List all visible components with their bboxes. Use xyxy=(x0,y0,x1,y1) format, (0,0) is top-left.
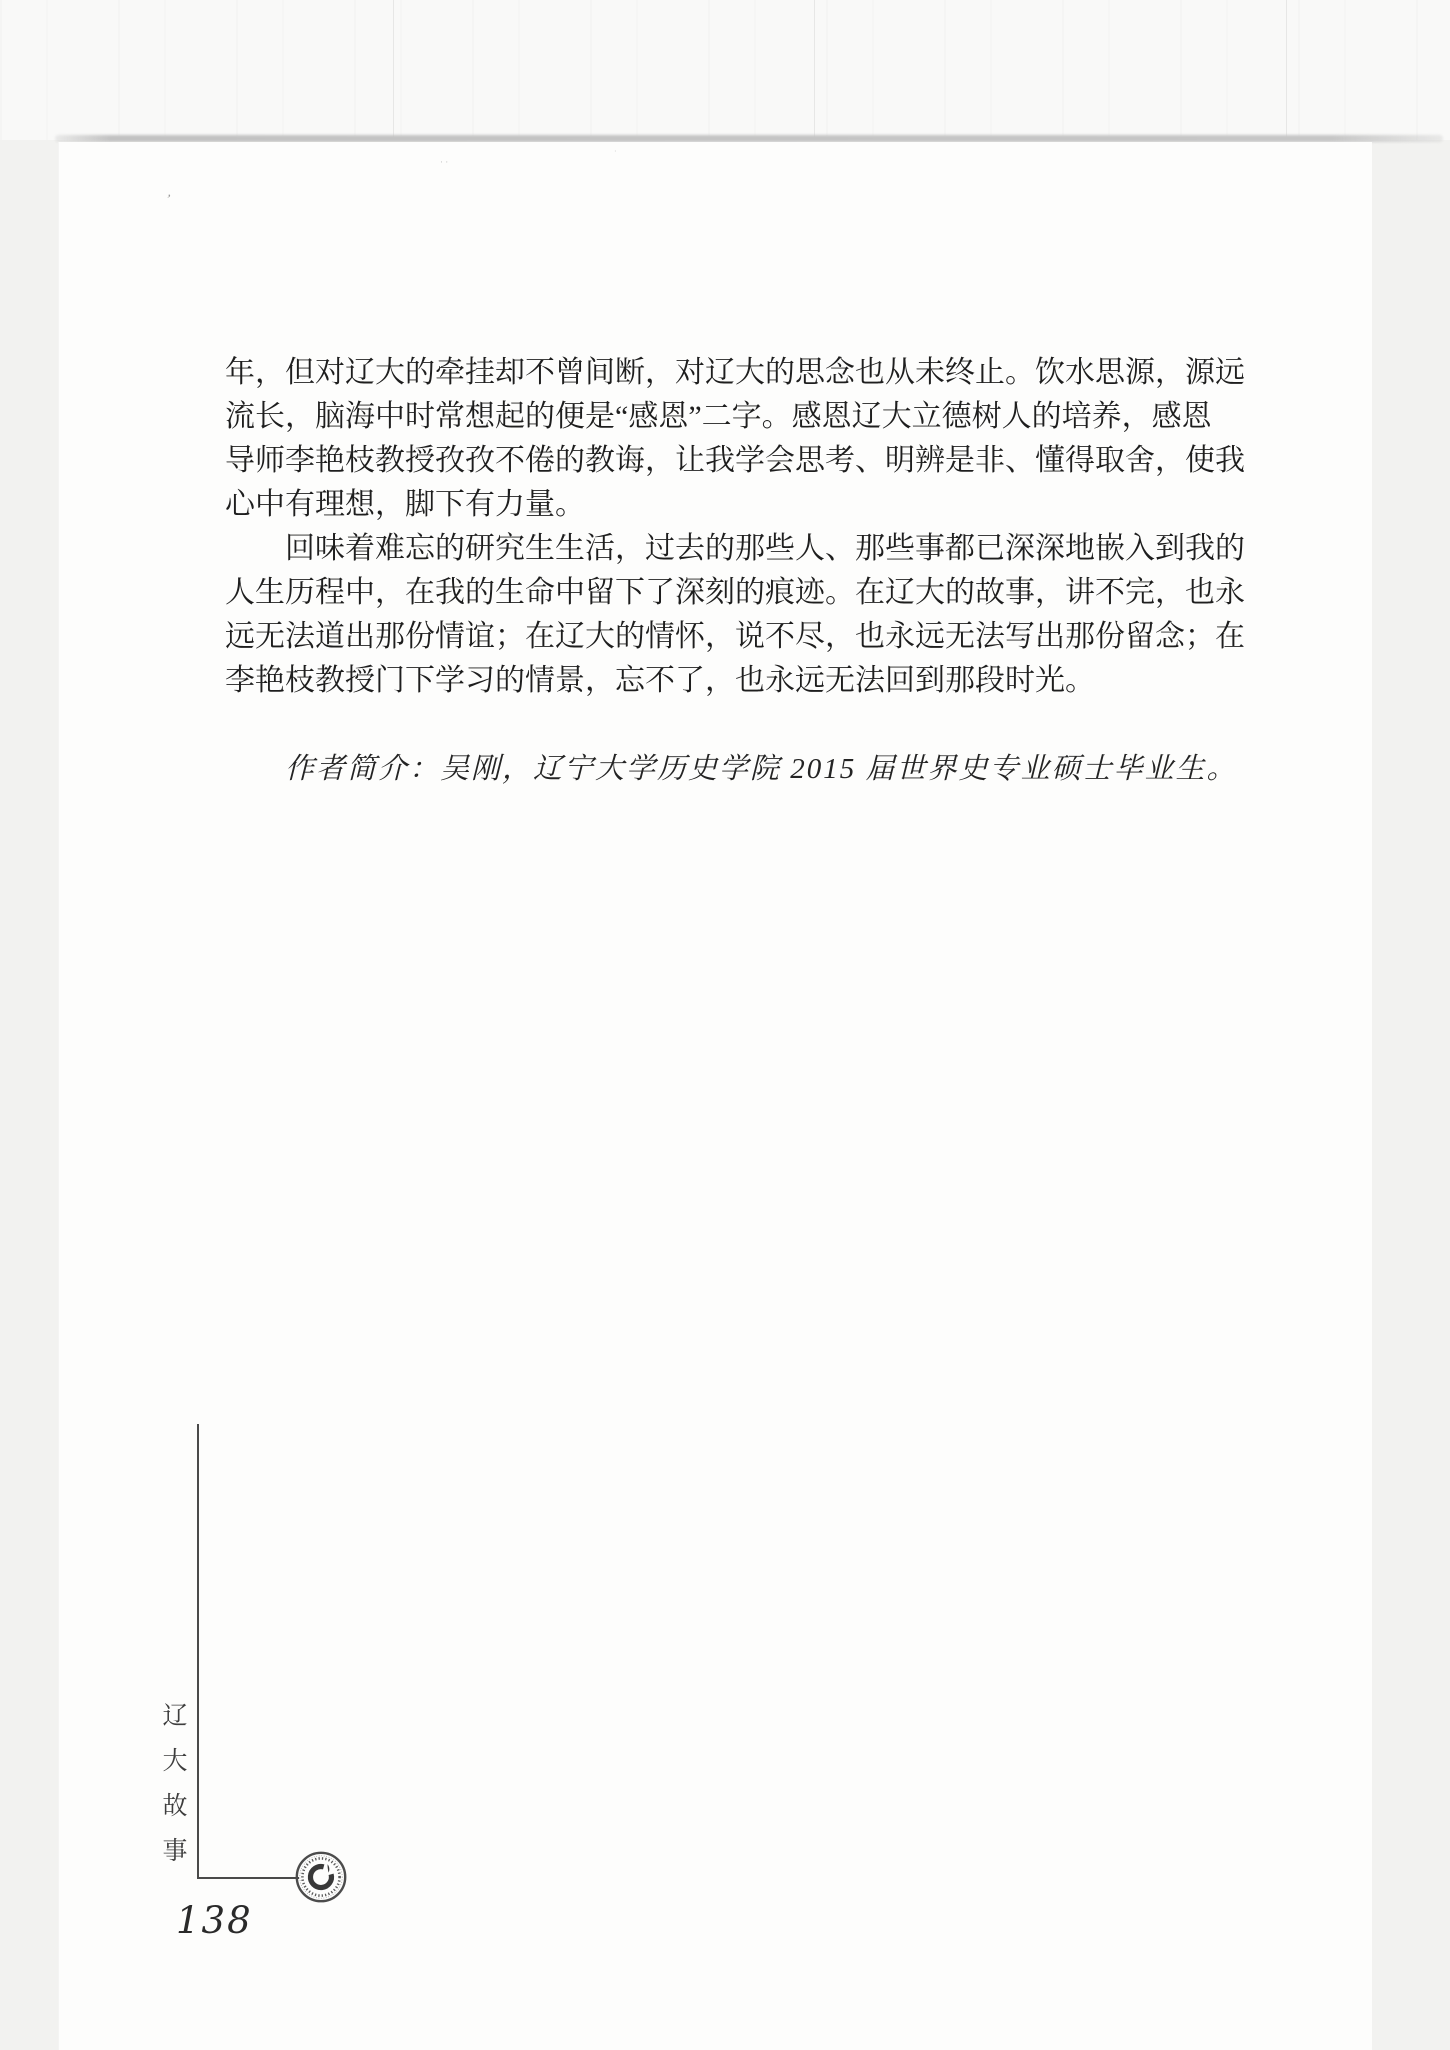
series-title-vertical xyxy=(160,1704,190,1884)
series-title-char: 辽 xyxy=(162,1703,188,1730)
body-line: 远无法道出那份情谊；在辽大的情怀，说不尽，也永远无法写出那份留念；在 xyxy=(225,620,1245,653)
scan-artifact-line xyxy=(1286,0,1287,140)
author-bio-note: 作者简介：吴刚，辽宁大学历史学院 2015 届世界史专业硕士毕业生。 xyxy=(285,753,1238,785)
body-text xyxy=(225,351,1245,791)
series-title-char: 事 xyxy=(162,1838,188,1865)
body-line: 心中有理想，脚下有力量。 xyxy=(225,488,585,521)
scan-artifact-line xyxy=(814,0,815,140)
page-edge-shadow xyxy=(55,135,1443,142)
body-line: 导师李艳枝教授孜孜不倦的教诲，让我学会思考、明辨是非、懂得取舍，使我 xyxy=(225,444,1245,477)
scan-background-strip xyxy=(0,0,1450,140)
body-line: 流长，脑海中时常想起的便是“感恩”二字。感恩辽大立德树人的培养，感恩 xyxy=(225,400,1212,433)
body-line: 年，但对辽大的牵挂却不曾间断，对辽大的思念也从未终止。饮水思源，源远 xyxy=(225,356,1245,389)
series-title-char: 大 xyxy=(162,1748,188,1775)
scan-speck: · · xyxy=(440,157,449,167)
book-page xyxy=(58,142,1372,2050)
body-line: 李艳枝教授门下学习的情景，忘不了，也永远无法回到那段时光。 xyxy=(225,664,1095,697)
university-seal-icon xyxy=(294,1850,348,1904)
scan-speck: · xyxy=(614,147,617,156)
horizontal-rule-line xyxy=(197,1877,299,1879)
scan-artifact-line xyxy=(393,0,394,140)
page-number: 138 xyxy=(176,1899,253,1942)
vertical-rule-line xyxy=(197,1424,199,1878)
body-line-paragraph-start: 回味着难忘的研究生生活，过去的那些人、那些事都已深深地嵌入到我的 xyxy=(285,532,1245,565)
series-title-char: 故 xyxy=(162,1793,188,1820)
body-line: 人生历程中，在我的生命中留下了深刻的痕迹。在辽大的故事，讲不完，也永 xyxy=(225,576,1245,609)
scan-speck: ’ xyxy=(163,190,173,207)
